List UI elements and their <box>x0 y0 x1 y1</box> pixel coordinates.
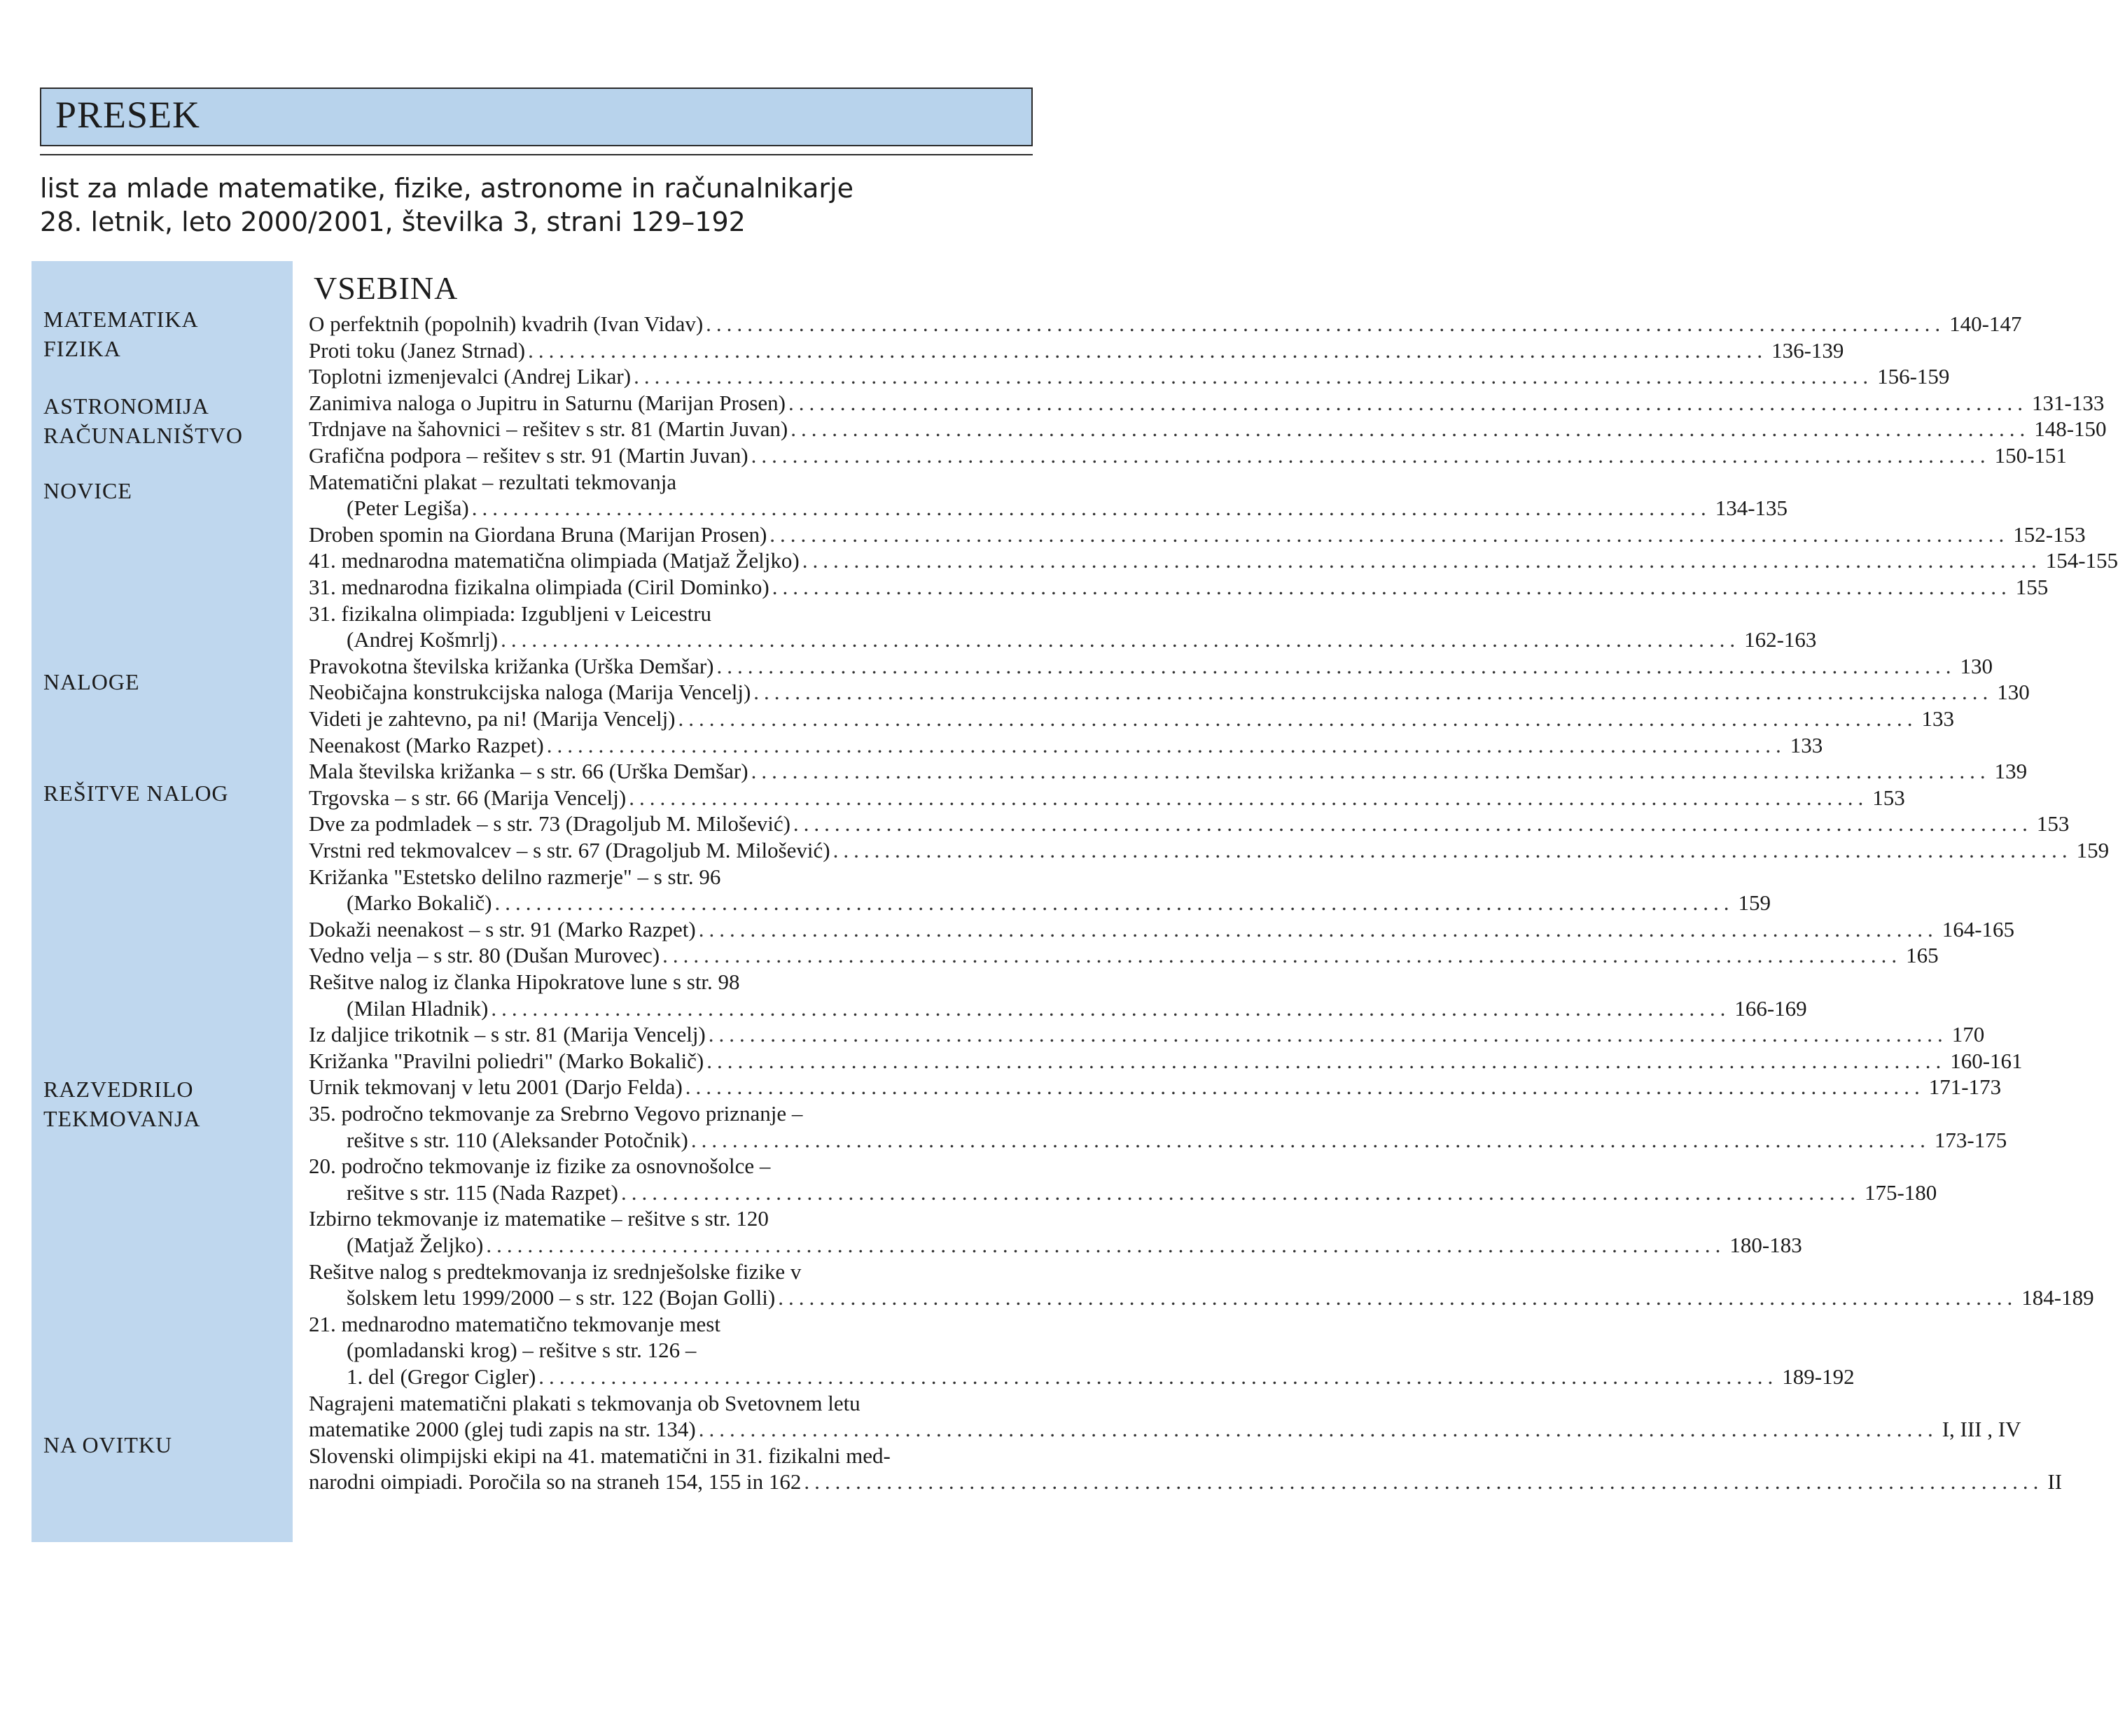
toc-entry-text: Grafična podpora – rešitev s str. 91 (Martin Juvan) <box>309 443 748 468</box>
dot-leader: ........................................................................................................................ <box>620 1180 1860 1205</box>
dot-leader: ........................................................................................................................ <box>662 943 1902 967</box>
toc-line <box>309 1364 1855 1390</box>
toc-line <box>309 653 1993 680</box>
section-label-tekmovanja: TEKMOVANJA <box>43 1106 201 1131</box>
toc-entry-text: (pomladanski krog) – rešitve s str. 126 – <box>347 1338 697 1362</box>
dot-leader: ........................................................................................................................ <box>634 364 1874 388</box>
toc-page-number: 133 <box>1921 706 1955 731</box>
toc-page-number: 134-135 <box>1715 496 1788 520</box>
toc-page-number: 184-189 <box>2021 1285 2094 1310</box>
toc-entry-text: Trdnjave na šahovnici – rešitev s str. 81 (Martin Juvan) <box>309 416 788 441</box>
toc-entry-text: narodni oimpiadi. Poročila so na straneh 154, 155 in 162 <box>309 1469 802 1494</box>
dot-leader: ........................................................................................................................ <box>494 890 1734 915</box>
toc-line <box>309 442 2067 469</box>
toc-page-number: 164-165 <box>1942 917 2015 941</box>
toc-entry-text: (Peter Legiša) <box>347 496 469 520</box>
section-label-razvedrilo: RAZVEDRILO <box>43 1077 194 1102</box>
toc-entry-text: Pravokotna številska križanka (Urška Demšar) <box>309 654 714 678</box>
toc-entry-text: Mala številska križanka – s str. 66 (Urška Demšar) <box>309 759 748 783</box>
toc-entry-text: Slovenski olimpijski ekipi na 41. matematični in 31. fizikalni med- <box>309 1443 891 1468</box>
masthead-rule <box>40 154 1033 155</box>
toc-entry-text: Križanka "Estetsko delilno razmerje" – s str. 96 <box>309 864 721 889</box>
subtitle-line-1: list za mlade matematike, fizike, astronome in računalnikarje <box>40 173 854 204</box>
section-label-astronomija: ASTRONOMIJA <box>43 393 209 419</box>
toc-line <box>309 1127 2007 1154</box>
toc-line <box>309 1232 1802 1259</box>
dot-leader: ........................................................................................................................ <box>486 1233 1726 1257</box>
dot-leader: ........................................................................................................................ <box>698 1417 1938 1441</box>
toc-entry-text: (Matjaž Željko) <box>347 1233 484 1257</box>
journal-title: PRESEK <box>55 94 201 136</box>
toc-line <box>309 785 1905 811</box>
toc-entry-text: šolskem letu 1999/2000 – s str. 122 (Bojan Golli) <box>347 1285 776 1310</box>
dot-leader: ........................................................................................................................ <box>788 391 2028 415</box>
toc-page-number: 136-139 <box>1771 338 1844 363</box>
toc-page-number: 175-180 <box>1864 1180 1937 1205</box>
toc-line <box>309 916 2015 943</box>
toc-page-number: 173-175 <box>1934 1128 2007 1152</box>
section-label-novice: NOVICE <box>43 478 132 503</box>
toc-page-number: 166-169 <box>1734 996 1807 1021</box>
toc-entry-text: Dokaži neenakost – s str. 91 (Marko Razpet) <box>309 917 696 941</box>
toc-entry-text: (Andrej Košmrlj) <box>347 627 499 652</box>
toc-entry-text: Nagrajeni matematični plakati s tekmovanja ob Svetovnem letu <box>309 1391 861 1415</box>
dot-leader: ........................................................................................................................ <box>802 548 2042 573</box>
toc-entry-text: Neobičajna konstrukcijska naloga (Marija Vencelj) <box>309 680 751 704</box>
toc-page-number: 153 <box>1872 785 1905 810</box>
toc-line <box>309 1205 1030 1232</box>
toc-line <box>309 337 1844 364</box>
toc-entry-text: 1. del (Gregor Cigler) <box>347 1364 536 1389</box>
toc-page-number: 152-153 <box>2013 522 2086 547</box>
toc-heading: VSEBINA <box>314 270 459 306</box>
toc-line <box>309 811 2070 837</box>
toc-entry-text: 41. mednarodna matematična olimpiada (Matjaž Željko) <box>309 548 800 573</box>
dot-leader: ........................................................................................................................ <box>793 811 2033 836</box>
toc-page-number: 159 <box>2076 838 2110 862</box>
toc-line <box>309 1048 2023 1074</box>
dot-leader: ........................................................................................................................ <box>769 522 2009 547</box>
toc-page-number: 159 <box>1738 890 1771 915</box>
section-label-na-ovitku: NA OVITKU <box>43 1432 173 1457</box>
toc-entry-text: Zanimiva naloga o Jupitru in Saturnu (Marijan Prosen) <box>309 391 786 415</box>
toc-line <box>309 574 2049 601</box>
dot-leader: ........................................................................................................................ <box>708 1022 1948 1046</box>
toc-page-number: I, III , IV <box>1942 1417 2021 1441</box>
masthead-banner <box>40 88 1033 146</box>
toc-line <box>309 758 2028 785</box>
toc-entry-text: rešitve s str. 115 (Nada Razpet) <box>347 1180 618 1205</box>
section-sidebar <box>32 261 293 1542</box>
toc-entry-text: matematike 2000 (glej tudi zapis na str. 134) <box>309 1417 696 1441</box>
toc-line <box>309 469 1030 496</box>
toc-line <box>309 1100 1030 1127</box>
toc-entry-text: 20. področno tekmovanje iz fizike za osnovnošolce – <box>309 1154 771 1178</box>
toc-entry-text: 31. mednarodna fizikalna olimpiada (Ciril Dominko) <box>309 575 769 599</box>
toc-entry-text: Križanka "Pravilni poliedri" (Marko Bokalič) <box>309 1049 704 1073</box>
toc-entry-text: Dve za podmladek – s str. 73 (Dragoljub M. Milošević) <box>309 811 790 836</box>
toc-page-number: II <box>2047 1469 2063 1494</box>
section-label-naloge: NALOGE <box>43 669 140 694</box>
toc-line <box>309 1443 1030 1469</box>
dot-leader: ........................................................................................................................ <box>501 627 1741 652</box>
dot-leader: ........................................................................................................................ <box>753 680 1993 704</box>
toc-entry-text: 35. področno tekmovanje za Srebrno Vegovo priznanje – <box>309 1101 803 1126</box>
section-label-matematika: MATEMATIKA <box>43 307 199 332</box>
toc-entry-text: (Milan Hladnik) <box>347 996 489 1021</box>
toc-entry-text: O perfektnih (popolnih) kvadrih (Ivan Vidav) <box>309 312 704 336</box>
toc-entry-text: Rešitve nalog s predtekmovanja iz srednješolske fizike v <box>309 1259 802 1284</box>
toc-line <box>309 311 2022 337</box>
toc-line <box>309 1074 2002 1100</box>
toc-page-number: 160-161 <box>1950 1049 2023 1073</box>
toc-page-number: 131-133 <box>2032 391 2105 415</box>
dot-leader: ........................................................................................................................ <box>698 917 1938 941</box>
toc-entry-text: Toplotni izmenjevalci (Andrej Likar) <box>309 364 632 388</box>
dot-leader: ........................................................................................................................ <box>751 759 1991 783</box>
dot-leader: ........................................................................................................................ <box>678 706 1918 731</box>
toc-entry-text: Matematični plakat – rezultati tekmovanja <box>309 470 677 494</box>
dot-leader: ........................................................................................................................ <box>685 1074 1925 1099</box>
toc-line <box>309 706 1955 732</box>
toc-line <box>309 1284 2094 1311</box>
toc-line <box>309 1416 2021 1443</box>
toc-line <box>309 1021 1985 1048</box>
dot-leader: ........................................................................................................................ <box>716 654 1956 678</box>
section-label-fizika: FIZIKA <box>43 336 121 361</box>
toc-entry-text: Droben spomin na Giordana Bruna (Marijan Prosen) <box>309 522 767 547</box>
dot-leader: ........................................................................................................................ <box>629 785 1869 810</box>
subtitle-line-2: 28. letnik, leto 2000/2001, številka 3, strani 129–192 <box>40 206 746 237</box>
toc-line <box>309 1390 1030 1417</box>
dot-leader: ........................................................................................................................ <box>528 338 1768 363</box>
toc-line <box>309 416 2107 442</box>
toc-page-number: 189-192 <box>1782 1364 1855 1389</box>
toc-line <box>309 1311 1030 1338</box>
toc-entry-text: Vrstni red tekmovalcev – s str. 67 (Dragoljub M. Milošević) <box>309 838 830 862</box>
dot-leader: ........................................................................................................................ <box>546 733 1786 757</box>
toc-entry-text: Videti je zahtevno, pa ni! (Marija Vencelj) <box>309 706 676 731</box>
toc-line <box>309 1337 1030 1364</box>
toc-page-number: 130 <box>1997 680 2030 704</box>
toc-page-number: 153 <box>2036 811 2070 836</box>
toc-page-number: 155 <box>2015 575 2049 599</box>
toc-line <box>309 969 1030 995</box>
toc-line <box>309 679 2030 706</box>
toc-entry-text: Rešitve nalog iz članka Hipokratove lune s str. 98 <box>309 969 740 994</box>
toc-line <box>309 601 1030 627</box>
toc-line <box>309 1469 2063 1495</box>
toc-line <box>309 942 1939 969</box>
dot-leader: ........................................................................................................................ <box>471 496 1711 520</box>
toc-entry-text: rešitve s str. 110 (Aleksander Potočnik) <box>347 1128 688 1152</box>
toc-page-number: 165 <box>1906 943 1939 967</box>
section-label-racunalnistvo: RAČUNALNIŠTVO <box>43 423 243 448</box>
toc-page-number: 156-159 <box>1877 364 1950 388</box>
toc-line <box>309 390 2105 416</box>
toc-page-number: 140-147 <box>1949 312 2022 336</box>
toc-entry-text: (Marko Bokalič) <box>347 890 492 915</box>
toc-page-number: 171-173 <box>1928 1074 2002 1099</box>
toc-line <box>309 363 1950 390</box>
toc-entry-text: Urnik tekmovanj v letu 2001 (Darjo Felda) <box>309 1074 683 1099</box>
dot-leader: ........................................................................................................................ <box>491 996 1731 1021</box>
dot-leader: ........................................................................................................................ <box>778 1285 2018 1310</box>
toc-line <box>309 1259 1030 1285</box>
toc-line <box>309 995 1807 1022</box>
dot-leader: ........................................................................................................................ <box>772 575 2012 599</box>
toc-page-number: 148-150 <box>2034 416 2107 441</box>
toc-line <box>309 890 1771 916</box>
dot-leader: ........................................................................................................................ <box>706 312 1946 336</box>
dot-leader: ........................................................................................................................ <box>790 416 2030 441</box>
toc-line <box>309 626 1817 653</box>
toc-entry-text: Vedno velja – s str. 80 (Dušan Murovec) <box>309 943 660 967</box>
toc-page-number: 139 <box>1994 759 2028 783</box>
dot-leader: ........................................................................................................................ <box>804 1469 2044 1494</box>
section-label-resitve-nalog: REŠITVE NALOG <box>43 780 229 806</box>
toc-page-number: 162-163 <box>1744 627 1817 652</box>
toc-entry-text: Izbirno tekmovanje iz matematike – rešitve s str. 120 <box>309 1206 769 1231</box>
toc-entry-text: 21. mednarodno matematično tekmovanje mest <box>309 1312 720 1336</box>
toc-line <box>309 1180 1937 1206</box>
toc-line <box>309 732 1823 759</box>
toc-page-number: 154-155 <box>2045 548 2118 573</box>
dot-leader: ........................................................................................................................ <box>538 1364 1778 1389</box>
dot-leader: ........................................................................................................................ <box>832 838 2072 862</box>
toc-entry-text: Iz daljice trikotnik – s str. 81 (Marija Vencelj) <box>309 1022 706 1046</box>
toc-page-number: 180-183 <box>1729 1233 1802 1257</box>
toc-line <box>309 547 2118 574</box>
toc-line <box>309 522 2086 548</box>
toc-page-number: 133 <box>1790 733 1823 757</box>
dot-leader: ........................................................................................................................ <box>751 443 1991 468</box>
toc-entry-text: 31. fizikalna olimpiada: Izgubljeni v Leicestru <box>309 601 712 626</box>
toc-page-number: 130 <box>1960 654 1993 678</box>
toc-line <box>309 837 2110 864</box>
toc-entry-text: Trgovska – s str. 66 (Marija Vencelj) <box>309 785 627 810</box>
toc-entry-text: Neenakost (Marko Razpet) <box>309 733 544 757</box>
toc-line <box>309 1153 1030 1180</box>
toc-page-number: 170 <box>1951 1022 1985 1046</box>
toc-entry-text: Proti toku (Janez Strnad) <box>309 338 526 363</box>
toc-page-number: 150-151 <box>1994 443 2067 468</box>
dot-leader: ........................................................................................................................ <box>706 1049 1946 1073</box>
toc-line <box>309 864 1030 890</box>
toc-line <box>309 495 1788 522</box>
dot-leader: ........................................................................................................................ <box>690 1128 1930 1152</box>
